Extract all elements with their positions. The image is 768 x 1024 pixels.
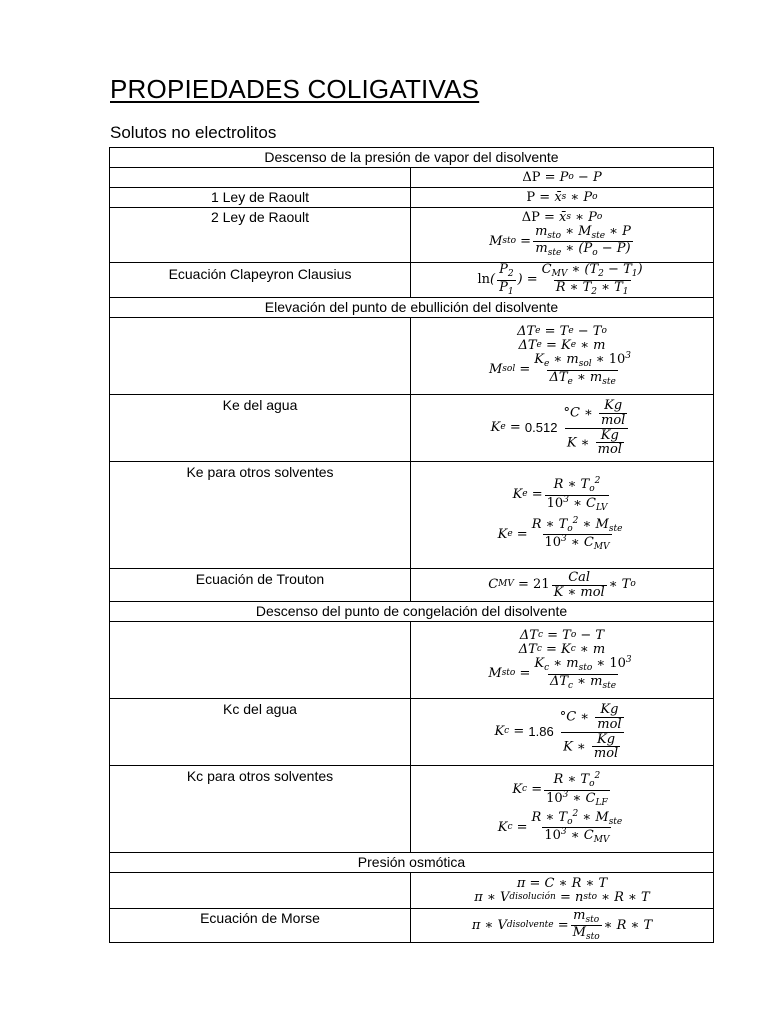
section-header-congelacion: Descenso del punto de congelación del disolvente bbox=[110, 602, 714, 622]
empty-label-cell bbox=[110, 622, 411, 699]
empty-label-cell bbox=[110, 168, 411, 188]
formula-cell: K e = 0.512 °C ∗ $\frac{Kg}{\text{mol}}$ K ∗ $\frac{Kg}{\text{mol}}$ bbox=[411, 395, 714, 462]
formula-cell: π ∗ V disolvente = $\frac{m_{sto}}{M_{sto}}$ ∗ R ∗ T bbox=[411, 909, 714, 943]
section-header-ebullicion: Elevación del punto de ebullición del disolvente bbox=[110, 298, 714, 318]
trouton-value: 21 bbox=[533, 577, 550, 593]
empty-label-cell bbox=[110, 318, 411, 395]
formula-cell: π = C ∗ R ∗ T π ∗ V disolución = n sto ∗ R ∗ T bbox=[411, 873, 714, 909]
formula-cell: K e = $\frac{R ∗ T_o^2}{10^3 ∗ C_{LV}}$ K e = $\frac{R ∗ T_o^2 ∗ M_{ste}}{10^3 ∗ C_{MV}}$ bbox=[411, 462, 714, 569]
ke-agua-value: 0.512 bbox=[524, 420, 558, 436]
label-kc-agua: Kc del agua bbox=[223, 701, 297, 717]
section-header-osmotica: Presión osmótica bbox=[110, 853, 714, 873]
page-title: PROPIEDADES COLIGATIVAS bbox=[110, 74, 480, 104]
label-ke-agua: Ke del agua bbox=[222, 397, 298, 413]
formula-cell: ΔT c = T o − T ΔT c = K c ∗ m M sto = $\frac{K_c ∗ m_{sto} ∗ 10^3}{\Delta T_c ∗ m_{ste}}$ bbox=[411, 622, 714, 699]
label-ke-otros: Ke para otros solventes bbox=[186, 464, 334, 480]
formula-cell: C MV = 21 $\frac{\text{Cal}}{\text{K ∗ mol}}$ ∗ T o bbox=[411, 569, 714, 602]
section-header-vapor: Descenso de la presión de vapor del disolvente bbox=[110, 148, 714, 168]
subtitle: Solutos no electrolitos bbox=[110, 123, 277, 142]
formula-cell: ΔP = P o − P bbox=[411, 168, 714, 188]
label-trouton: Ecuación de Trouton bbox=[195, 571, 325, 587]
formula-cell: K c = $\frac{R ∗ T_o^2}{10^3 ∗ C_{LF}}$ K c = $\frac{R ∗ T_o^2 ∗ M_{ste}}{10^3 ∗ C_{MV}}$ bbox=[411, 766, 714, 853]
formula-cell: ΔP = x̄ s ∗ P o M sto = $\frac{m_{sto} ∗ M_{ste} ∗ P}{m_{ste} ∗ (P_o - P)}$ bbox=[411, 208, 714, 263]
label-raoult-2: 2 Ley de Raoult bbox=[210, 209, 310, 225]
formula-cell: ln ( $\frac{P_2}{P_1}$ ) = $\frac{C_{MV} ∗ (T_2 - T_1)}{R ∗ T_2 ∗ T_1}$ bbox=[411, 263, 714, 298]
label-raoult-1: 1 Ley de Raoult bbox=[210, 189, 310, 205]
label-morse: Ecuación de Morse bbox=[200, 910, 320, 926]
formula-table bbox=[109, 147, 714, 943]
power-ten: 10 bbox=[608, 352, 626, 368]
formula-cell: P = x̄ s ∗ P o bbox=[411, 188, 714, 208]
formula-cell: ΔT e = T e − T o ΔT e = K e ∗ m M sol = $\frac{K_e ∗ m_{sol} ∗ 10^3}{\Delta T_e ∗ m_{ste}}$ bbox=[411, 318, 714, 395]
label-kc-otros: Kc para otros solventes bbox=[186, 768, 334, 784]
kc-agua-value: 1.86 bbox=[528, 724, 554, 740]
formula-cell: K c = 1.86 °C ∗ $\frac{Kg}{\text{mol}}$ K ∗ $\frac{Kg}{\text{mol}}$ bbox=[411, 699, 714, 766]
label-clapeyron: Ecuación Clapeyron Clausius bbox=[168, 266, 352, 282]
empty-label-cell bbox=[110, 873, 411, 909]
